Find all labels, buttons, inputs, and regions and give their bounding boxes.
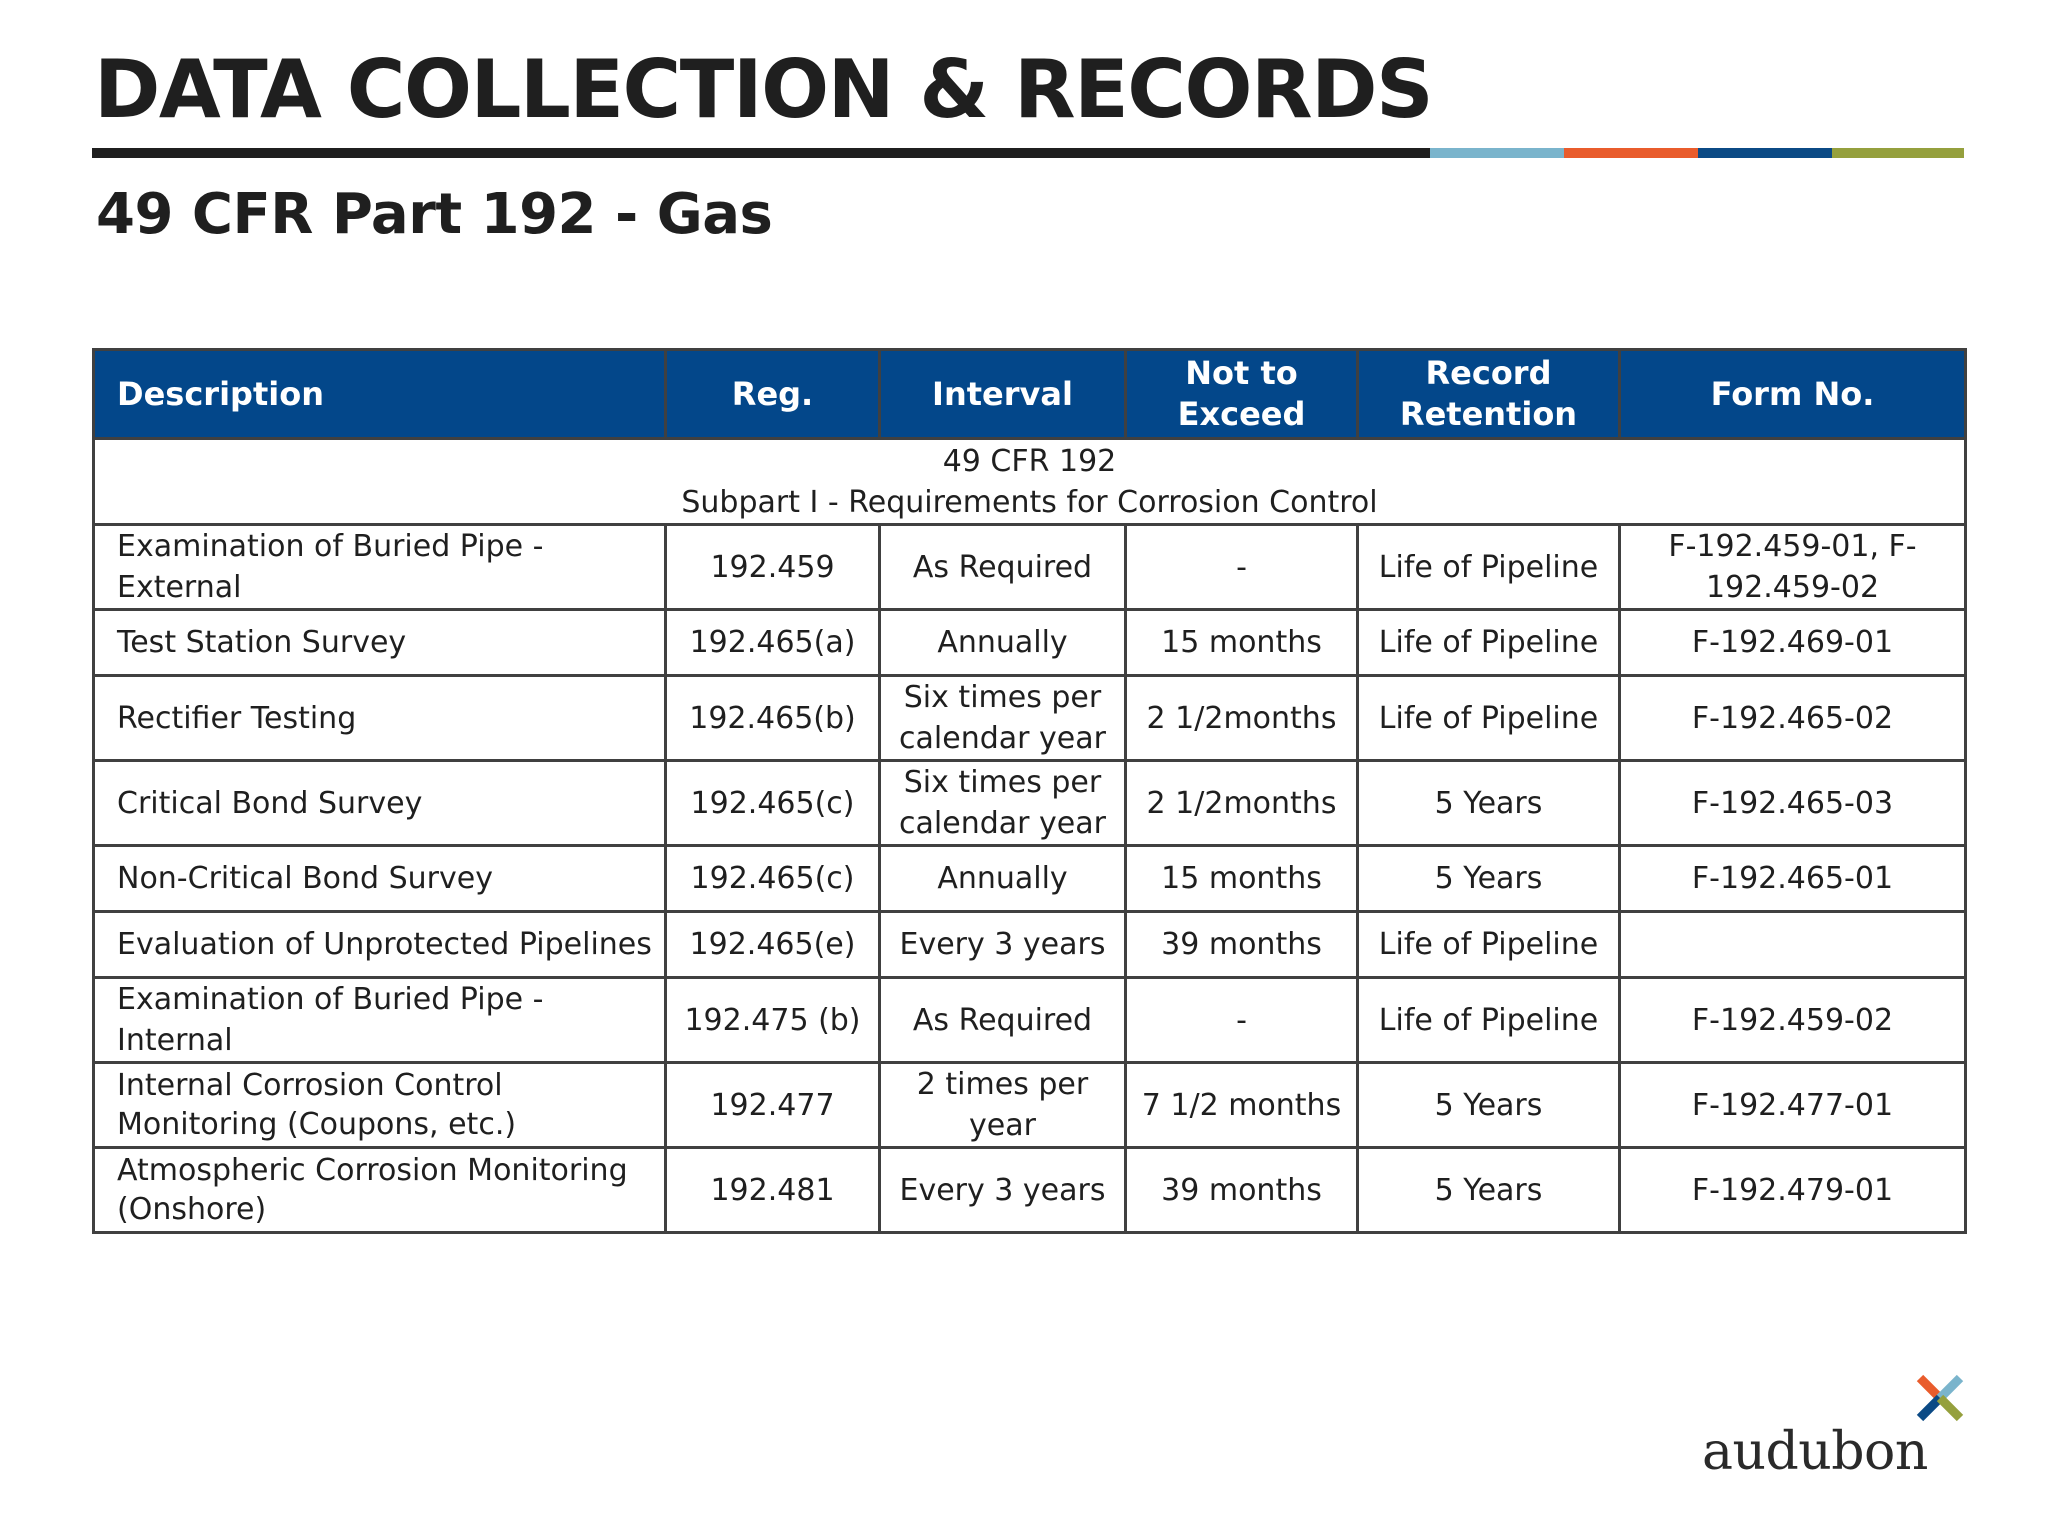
cell-not-to-exceed: 15 months (1126, 846, 1358, 912)
cell-retention: Life of Pipeline (1358, 912, 1620, 978)
table-row (94, 525, 1966, 610)
cell-retention: 5 Years (1358, 846, 1620, 912)
cell-reg: 192.475 (b) (666, 978, 880, 1063)
table-row (94, 1063, 1966, 1148)
table-row (94, 610, 1966, 676)
cell-interval: Six times per calendar year (880, 676, 1126, 761)
audubon-wordmark: audubon (1702, 1422, 1928, 1482)
section-heading (94, 439, 1966, 525)
cell-not-to-exceed: 7 1/2 months (1126, 1063, 1358, 1148)
logo-arm-olive (1940, 1398, 1960, 1418)
title-rule-segment-orange (1564, 148, 1698, 158)
cell-interval: Annually (880, 846, 1126, 912)
cell-description: Evaluation of Unprotected Pipelines (94, 912, 666, 978)
cell-reg: 192.459 (666, 525, 880, 610)
table-row (94, 676, 1966, 761)
cell-retention: 5 Years (1358, 761, 1620, 846)
cell-retention: Life of Pipeline (1358, 610, 1620, 676)
page-title: DATA COLLECTION & RECORDS (94, 43, 1433, 136)
column-header-form-no: Form No. (1620, 350, 1966, 439)
cell-reg: 192.465(e) (666, 912, 880, 978)
logo-arm-navy (1920, 1398, 1940, 1418)
cell-retention: Life of Pipeline (1358, 525, 1620, 610)
cell-form-no: F-192.465-01 (1620, 846, 1966, 912)
cell-form-no: F-192.477-01 (1620, 1063, 1966, 1148)
corrosion-control-table (92, 348, 1967, 1234)
cell-form-no: F-192.459-02 (1620, 978, 1966, 1063)
cell-description: Atmospheric Corrosion Monitoring (Onshore) (94, 1148, 666, 1233)
cell-reg: 192.465(c) (666, 846, 880, 912)
cell-reg: 192.465(a) (666, 610, 880, 676)
cell-description: Critical Bond Survey (94, 761, 666, 846)
cell-form-no (1620, 912, 1966, 978)
cell-not-to-exceed: 39 months (1126, 912, 1358, 978)
cell-form-no: F-192.465-02 (1620, 676, 1966, 761)
cell-reg: 192.465(b) (666, 676, 880, 761)
cell-description: Test Station Survey (94, 610, 666, 676)
column-header-reg: Reg. (666, 350, 880, 439)
table-row (94, 846, 1966, 912)
cell-form-no: F-192.465-03 (1620, 761, 1966, 846)
cell-not-to-exceed: - (1126, 978, 1358, 1063)
column-header-not-to-exceed: Not to Exceed (1126, 350, 1358, 439)
cell-description: Non-Critical Bond Survey (94, 846, 666, 912)
cell-description: Examination of Buried Pipe - Internal (94, 978, 666, 1063)
section-heading-line2: Subpart I - Requirements for Corrosion Control (681, 484, 1378, 520)
table-row (94, 978, 1966, 1063)
cell-retention: Life of Pipeline (1358, 978, 1620, 1063)
cell-not-to-exceed: - (1126, 525, 1358, 610)
cell-interval: Six times per calendar year (880, 761, 1126, 846)
cell-form-no: F-192.459-01, F-192.459-02 (1620, 525, 1966, 610)
table-row (94, 761, 1966, 846)
cell-interval: As Required (880, 525, 1126, 610)
cell-description: Internal Corrosion Control Monitoring (Coupons, etc.) (94, 1063, 666, 1148)
cell-not-to-exceed: 2 1/2months (1126, 676, 1358, 761)
column-header-interval: Interval (880, 350, 1126, 439)
column-header-record-retention: Record Retention (1358, 350, 1620, 439)
cell-interval: Every 3 years (880, 1148, 1126, 1233)
cell-retention: 5 Years (1358, 1148, 1620, 1233)
cell-interval: 2 times per year (880, 1063, 1126, 1148)
cell-reg: 192.481 (666, 1148, 880, 1233)
cell-description: Rectifier Testing (94, 676, 666, 761)
cell-retention: Life of Pipeline (1358, 676, 1620, 761)
title-rule-segment-olive (1832, 148, 1964, 158)
cell-not-to-exceed: 15 months (1126, 610, 1358, 676)
column-header-description: Description (94, 350, 666, 439)
cell-not-to-exceed: 2 1/2months (1126, 761, 1358, 846)
table-body (94, 525, 1966, 1233)
cell-form-no: F-192.469-01 (1620, 610, 1966, 676)
cell-reg: 192.477 (666, 1063, 880, 1148)
table-row (94, 912, 1966, 978)
table-row (94, 1148, 1966, 1233)
audubon-logo (1690, 1370, 1970, 1480)
section-row (94, 439, 1966, 525)
cell-not-to-exceed: 39 months (1126, 1148, 1358, 1233)
title-rule-segment-navy (1698, 148, 1832, 158)
cell-description: Examination of Buried Pipe - External (94, 525, 666, 610)
cell-interval: Every 3 years (880, 912, 1126, 978)
section-heading-line1: 49 CFR 192 (942, 443, 1117, 479)
cell-retention: 5 Years (1358, 1063, 1620, 1148)
cell-interval: Annually (880, 610, 1126, 676)
cell-interval: As Required (880, 978, 1126, 1063)
cell-form-no: F-192.479-01 (1620, 1148, 1966, 1233)
table-header-row (94, 350, 1966, 439)
title-rule-main (92, 148, 1430, 158)
title-rule-segment-blue-light (1430, 148, 1564, 158)
page-subtitle: 49 CFR Part 192 - Gas (96, 182, 773, 247)
cell-reg: 192.465(c) (666, 761, 880, 846)
